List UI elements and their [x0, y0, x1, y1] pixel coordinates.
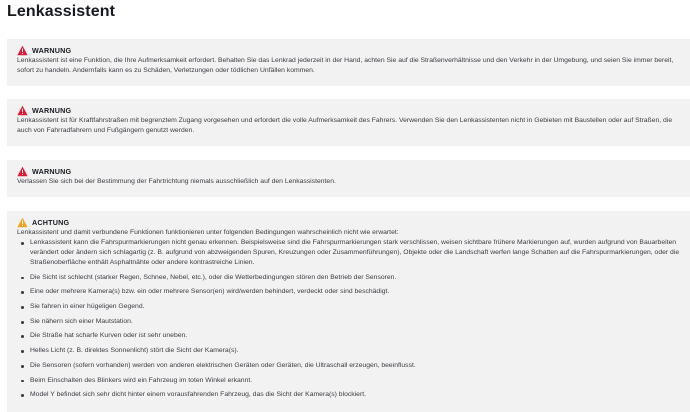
caution-list — [17, 238, 683, 400]
list-item: Die Sensoren (sofern vorhanden) werden von anderen elektrischen Geräten oder Geräten, die Ultraschall erzeugen, beeinflusst. — [30, 361, 683, 371]
notice-text: Lenkassistent ist für Kraftfahrstraßen mit begrenztem Zugang vorgesehen und erfordert die volle Aufmerksamkeit des Fahrers. Verwenden Sie den Lenkassistenten nicht in Gebieten mit Baustellen oder auf Straßen, die auch von Fahrradfahrern und Fußgängern genutzt werden. — [17, 117, 673, 134]
notice-text: Verlassen Sie sich bei der Bestimmung der Fahrtrichtung niemals ausschließlich auf den Lenkassistenten. — [17, 178, 336, 185]
notice-label: WARNUNG — [32, 46, 72, 55]
list-item: Die Straße hat scharfe Kurven oder ist sehr uneben. — [30, 331, 683, 341]
notice-header — [17, 45, 683, 56]
page-title: Lenkassistent — [7, 3, 116, 20]
notice-header — [17, 166, 683, 177]
list-item: Helles Licht (z. B. direktes Sonnenlicht) stört die Sicht der Kamera(s). — [30, 346, 683, 356]
list-item: Sie fahren in einer hügeligen Gegend. — [30, 302, 683, 312]
warning-notice-2 — [7, 99, 690, 146]
list-item: Beim Einschalten des Blinkers wird ein Fahrzeug im toten Winkel erkannt. — [30, 376, 683, 386]
caution-intro: Lenkassistent und damit verbundene Funktionen funktionieren unter folgenden Bedingungen wahrscheinlich nicht wie erwartet: — [17, 229, 399, 236]
notice-text: Lenkassistent ist eine Funktion, die Ihre Aufmerksamkeit erfordert. Behalten Sie das Lenkrad jederzeit in der Hand, achten Sie auf die Straßenverhältnisse und den Verkehr in der Umgebung, und seien Sie immer bereit, sofort zu handeln. Andernfalls kann es zu Schäden, Verletzungen oder tödlichen Unfällen kommen. — [17, 57, 674, 74]
caution-icon — [17, 217, 28, 228]
warning-notice-1 — [7, 39, 690, 86]
list-item: Sie nähern sich einer Mautstation. — [30, 317, 683, 327]
list-item: Die Sicht ist schlecht (starker Regen, Schnee, Nebel, etc.), oder die Wetterbedingungen stören den Betrieb der Sensoren. — [30, 273, 683, 283]
warning-icon — [17, 105, 28, 116]
notice-label: ACHTUNG — [32, 218, 70, 227]
warning-icon — [17, 166, 28, 177]
notice-header — [17, 217, 683, 228]
notice-header — [17, 105, 683, 116]
list-item: Eine oder mehrere Kamera(s) bzw. ein oder mehrere Sensor(en) wird/werden behindert, verdeckt oder sind beschädigt. — [30, 287, 683, 297]
notice-label: WARNUNG — [32, 167, 72, 176]
warning-icon — [17, 45, 28, 56]
caution-notice — [7, 211, 690, 412]
list-item: Model Y befindet sich sehr dicht hinter einem vorausfahrenden Fahrzeug, das die Sicht der Kamera(s) blockiert. — [30, 390, 683, 400]
notice-label: WARNUNG — [32, 106, 72, 115]
warning-notice-3 — [7, 160, 690, 197]
list-item: Lenkassistent kann die Fahrspurmarkierungen nicht genau erkennen. Beispielsweise sind die Fahrspurmarkierungen stark verschlissen, weisen sichtbare frühere Markierungen auf, wurden aufgrund von Bauarbeiten verändert oder ändern sich schlagartig (z. B. aufgrund von abzweigenden Spuren, Kreuzungen oder Zusammenführungen), Objekte oder die Landschaft werfen lange Schatten auf die Fahrspurmarkierungen, oder die Straßenoberfläche enthält Asphaltnähte oder andere kontrastreiche Linien. — [30, 238, 683, 268]
